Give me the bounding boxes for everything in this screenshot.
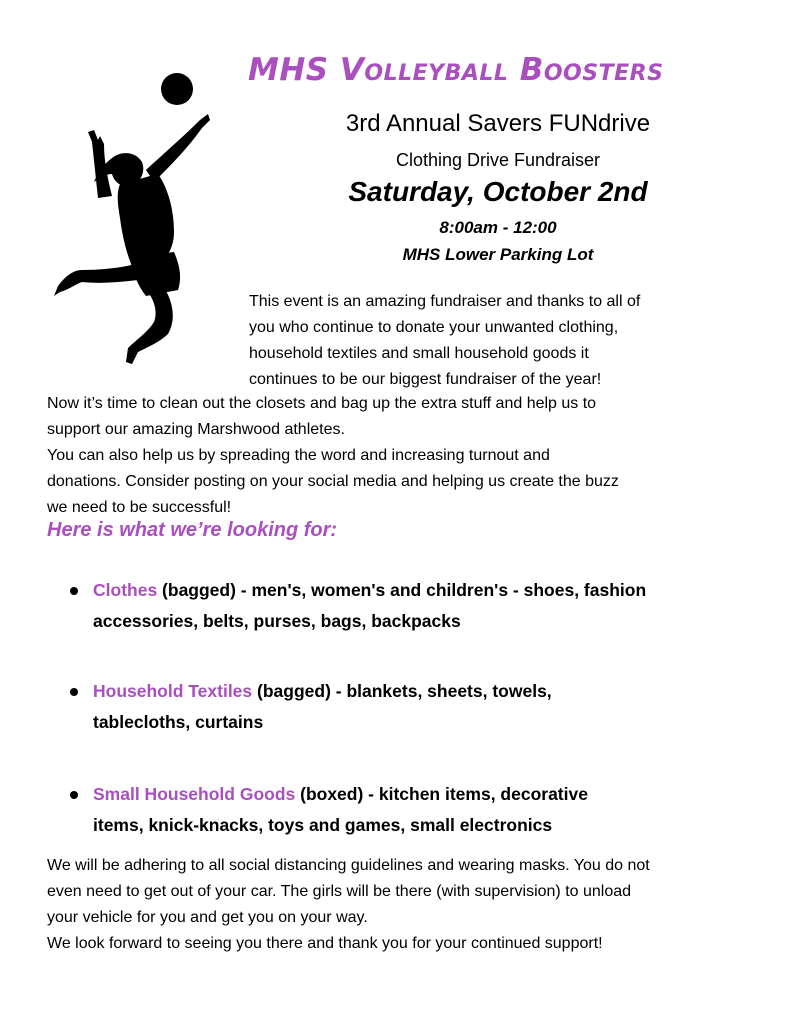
list-item-category: Small Household Goods [93, 784, 296, 804]
body-line: we need to be successful! [47, 499, 232, 516]
list-item-line: tablecloths, curtains [93, 712, 264, 732]
donation-items-list [70, 575, 760, 835]
body-line: donations. Consider posting on your social media and helping us create the buzz [47, 473, 619, 490]
event-date: Saturday, October 2nd [348, 176, 648, 207]
list-item-line [93, 676, 552, 707]
volleyball-player-silhouette-icon [50, 70, 225, 365]
bullet-icon [70, 791, 78, 799]
list-item-detail: (boxed) - kitchen items, decorative [295, 784, 588, 804]
intro-line: continues to be our biggest fundraiser of the year! [249, 371, 602, 388]
event-time: 8:00am - 12:00 [439, 218, 557, 237]
list-item [70, 779, 588, 841]
looking-for-heading: Here is what we’re looking for: [47, 519, 338, 541]
intro-paragraph [249, 289, 749, 393]
list-item-detail: (bagged) - blankets, sheets, towels, [252, 681, 552, 701]
list-item [70, 575, 760, 637]
list-item-line: items, knick-knacks, toys and games, small electronics [93, 815, 553, 835]
bullet-icon [70, 688, 78, 696]
brand-title: MHS Volleyball Boosters [248, 52, 664, 88]
list-item-line [93, 779, 588, 810]
intro-line: household textiles and small household goods it [249, 345, 589, 362]
list-item-detail: (bagged) - men's, women's and children's - shoes, fashion [157, 580, 647, 600]
body-line: You can also help us by spreading the word and increasing turnout and [47, 447, 550, 464]
list-item-category: Clothes [93, 580, 158, 600]
closing-line: We will be adhering to all social distancing guidelines and wearing masks. You do not [47, 857, 650, 874]
list-item-category: Household Textiles [93, 681, 253, 701]
body-line: support our amazing Marshwood athletes. [47, 421, 345, 438]
list-item-line: accessories, belts, purses, bags, backpacks [93, 611, 461, 631]
event-title: 3rd Annual Savers FUNdrive [345, 110, 651, 137]
closing-paragraph [47, 853, 757, 957]
bullet-icon [70, 587, 78, 595]
intro-line: you who continue to donate your unwanted clothing, [249, 319, 619, 336]
event-location: MHS Lower Parking Lot [402, 245, 594, 264]
list-item-line [93, 575, 760, 606]
closing-line: We look forward to seeing you there and thank you for your continued support! [47, 935, 603, 952]
closing-line: even need to get out of your car. The girls will be there (with supervision) to unload [47, 883, 632, 900]
list-item [70, 676, 552, 738]
closing-line: your vehicle for you and get you on your way. [47, 909, 368, 926]
intro-line: This event is an amazing fundraiser and thanks to all of [249, 293, 641, 310]
body-line: Now it’s time to clean out the closets and bag up the extra stuff and help us to [47, 395, 597, 412]
event-subtitle: Clothing Drive Fundraiser [395, 150, 601, 170]
body-paragraph [47, 391, 757, 521]
